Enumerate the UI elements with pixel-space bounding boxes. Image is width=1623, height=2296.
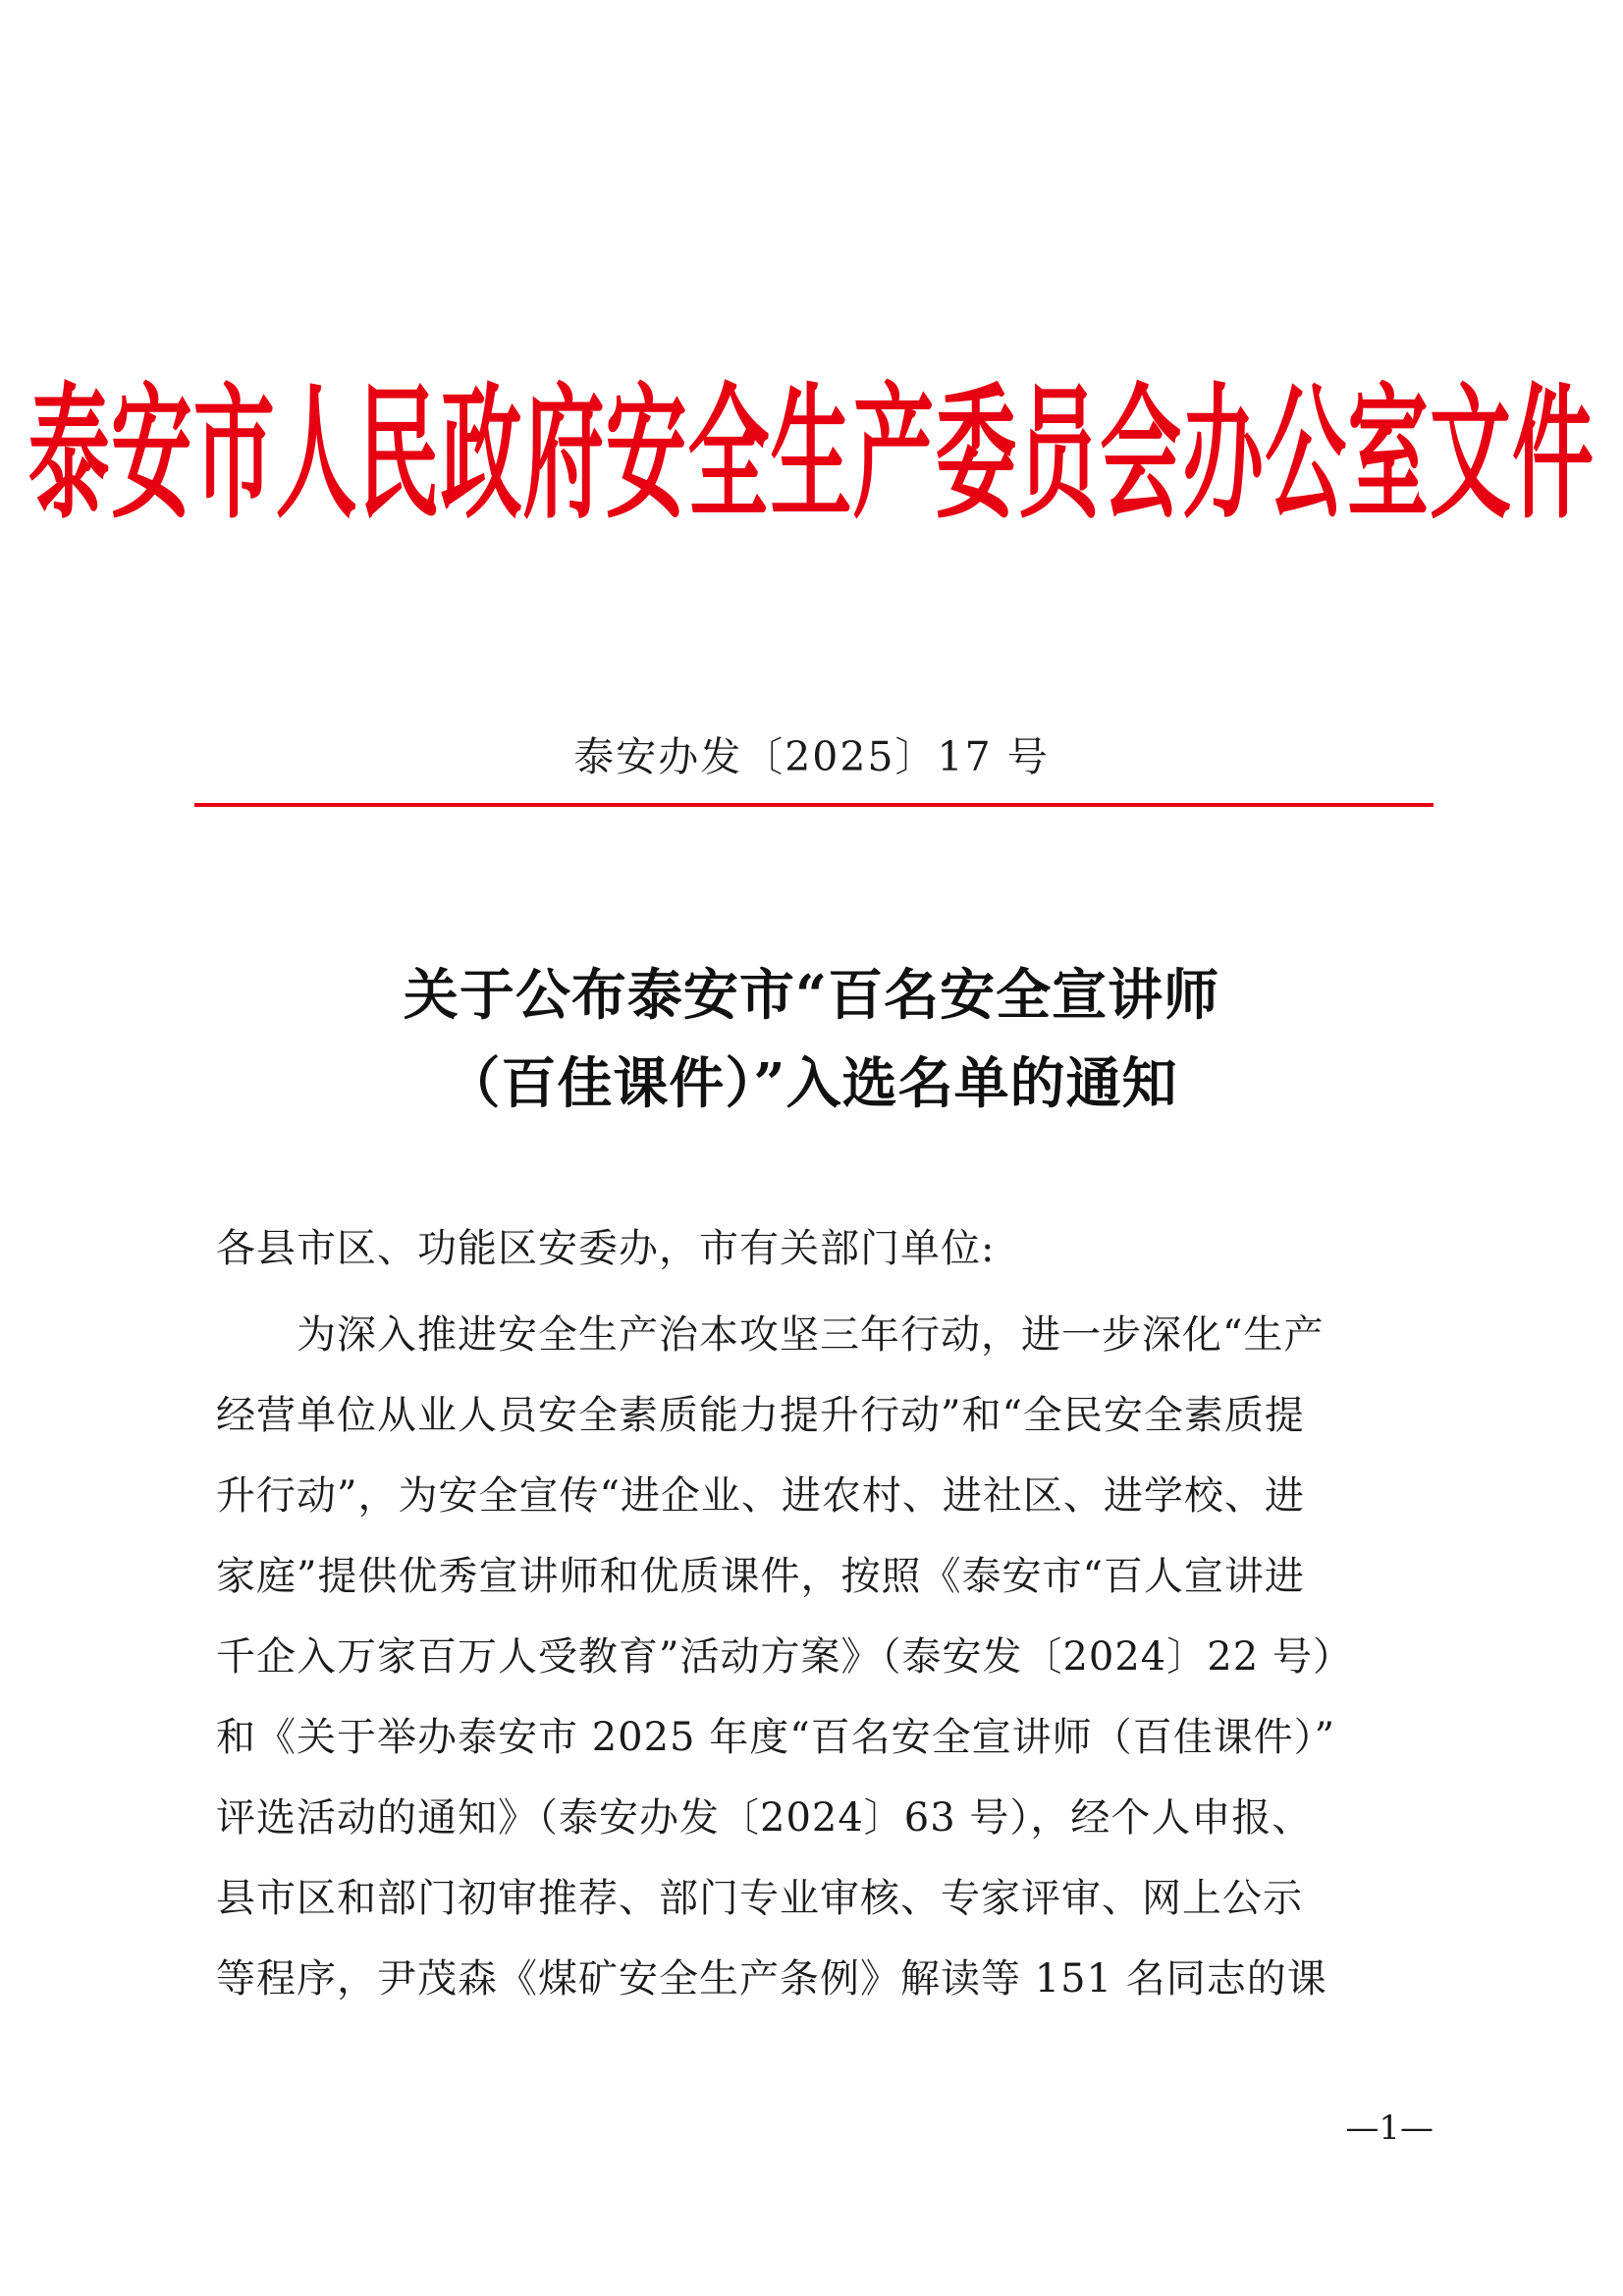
paragraph-line: 千企入万家百万人受教育”活动方案》（泰安发〔2024〕22 号） [216,1634,1353,1680]
page-number: —1— [1345,2109,1434,2148]
paragraph-line: 和《关于举办泰安市 2025 年度“百名安全宣讲师（百佳课件）” [216,1715,1336,1760]
masthead [27,348,1596,539]
paragraph-line: 为深入推进安全生产治本攻坚三年行动，进一步深化“生产 [216,1312,1325,1358]
paragraph-line: 经营单位从业人员安全素质能力提升行动”和“全民安全素质提 [216,1393,1305,1438]
paragraph-line: 县市区和部门初审推荐、部门专业审核、专家评审、网上公示 [216,1876,1303,1921]
addressee: 各县市区、功能区安委办，市有关部门单位: [216,1226,996,1271]
red-divider-line [194,803,1434,807]
paragraph-line: 家庭”提供优秀宣讲师和优质课件，按照《泰安市“百人宣讲进 [216,1554,1305,1599]
paragraph-line: 评选活动的通知》（泰安办发〔2024〕63 号），经个人申报、 [216,1795,1313,1841]
notice-title-line-1: 关于公布泰安市“百名安全宣讲师 [403,963,1220,1028]
paragraph-line: 升行动”，为安全宣传“进企业、进农村、进社区、进学校、进 [216,1473,1305,1519]
document-number: 泰安办发〔2025〕17 号 [573,733,1050,780]
masthead-title: 泰安市人民政府安全生产委员会办公室文件 [27,367,1596,539]
notice-title-line-2: （百佳课件）”入选名单的通知 [445,1051,1178,1116]
paragraph-line: 等程序，尹茂森《煤矿安全生产条例》解读等 151 名同志的课 [216,1956,1327,2002]
